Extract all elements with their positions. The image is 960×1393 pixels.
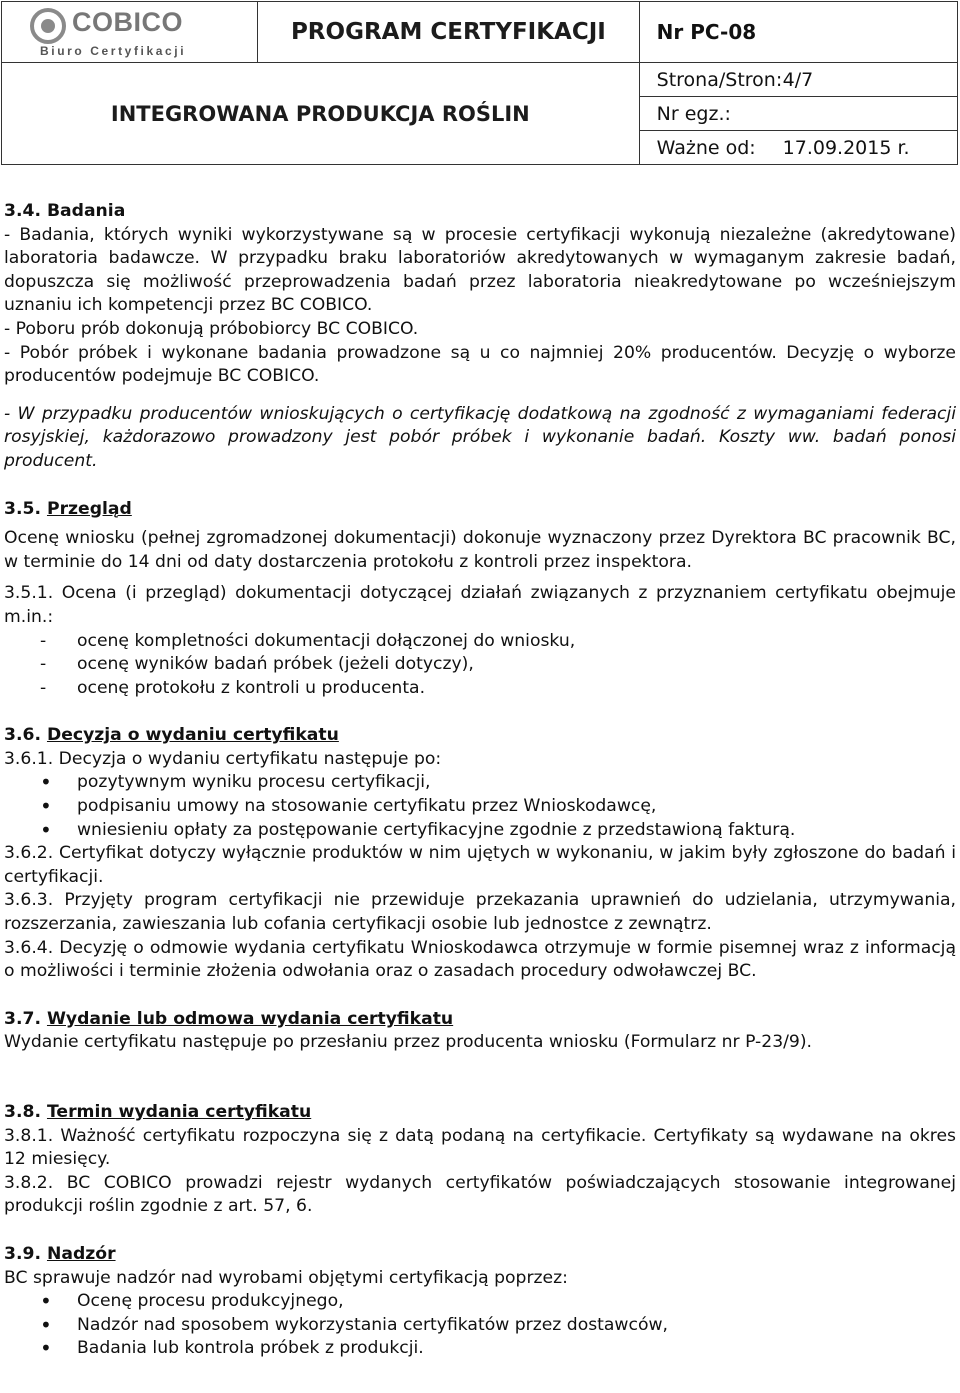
logo-subtitle: Biuro Certyfikacji: [40, 44, 187, 58]
main-title: INTEGROWANA PRODUKCJA ROŚLIN: [2, 63, 640, 165]
section-3-5-title: Przegląd: [46, 498, 132, 519]
section-3-4-p4: - W przypadku producentów wnioskujących o certyfikację dodatkową na zgodność z wymaganiami federacji rosyjskiej, każdorazowo prowadzony jest pobór próbek i wykonanie badań. Koszty ww. badań ponosi producent.: [4, 403, 956, 471]
section-3-8-title: Termin wydania certyfikatu: [46, 1102, 312, 1122]
spacer: [4, 700, 956, 724]
copy-label: Nr egz.:: [656, 102, 731, 125]
spacer: [4, 984, 956, 1008]
section-3-9-heading: [4, 1243, 956, 1267]
section-3-6-p3: 3.6.3. Przyjęty program certyfikacji nie przewiduje przekazania uprawnień do udzielania, utrzymywania, rozszerzania, zawieszania lub cofania certyfikacji osobie lub jednostce z zewnątrz.: [4, 890, 956, 935]
page-value: 4/7: [782, 68, 814, 91]
section-3-8-p2: 3.8.2. BC COBICO prowadzi rejestr wydanych certyfikatów poświadczających stosowanie integrowanej produkcji roślin zgodnie z art. 57, 6.: [4, 1172, 956, 1217]
section-3-7-heading: [4, 1008, 956, 1032]
page-info: [639, 63, 957, 97]
section-3-6-list: [4, 771, 956, 842]
section-3-9-num: 3.9.: [4, 1243, 41, 1264]
section-3-5-heading: [4, 498, 956, 522]
list-item: • Badania lub kontrola próbek z produkcji.: [4, 1337, 956, 1361]
header-table: [1, 1, 958, 165]
section-3-7-p1: Wydanie certyfikatu następuje po przesłaniu przez producenta wniosku (Formularz nr P-23/9).: [4, 1032, 813, 1053]
section-3-4-p2: - Poboru prób dokonują próbobiorcy BC COBICO.: [4, 318, 419, 339]
list-item: • pozytywnym wyniku procesu certyfikacji,: [4, 771, 956, 795]
section-3-6-num: 3.6.: [4, 725, 41, 746]
valid-info: [639, 131, 957, 165]
section-3-6-heading: [4, 724, 956, 748]
section-3-9-list: [4, 1290, 956, 1361]
spacer: [4, 474, 956, 498]
list-item: • podpisaniu umowy na stosowanie certyfikatu przez Wnioskodawcę,: [4, 795, 956, 819]
section-3-4-heading: 3.4. Badania: [4, 201, 126, 221]
document-number: Nr PC-08: [639, 2, 957, 63]
section-3-9-p1: BC sprawuje nadzór nad wyrobami objętymi certyfikacją poprzez:: [4, 1267, 568, 1288]
copy-info: [639, 97, 957, 131]
section-3-9-title: Nadzór: [46, 1243, 116, 1264]
spacer: [4, 1219, 956, 1243]
logo-mark-icon: [30, 8, 66, 44]
program-title: PROGRAM CERTYFIKACJI: [258, 2, 640, 63]
section-3-8-heading: [4, 1101, 956, 1125]
cobico-logo: [2, 2, 257, 62]
section-3-7-title: Wydanie lub odmowa wydania certyfikatu: [46, 1008, 454, 1029]
valid-label: Ważne od:: [656, 136, 756, 159]
section-3-8-num: 3.8.: [4, 1102, 41, 1122]
section-3-6-p4: 3.6.4. Decyzję o odmowie wydania certyfikatu Wnioskodawca otrzymuje w formie pisemnej wraz z informacją o możliwości i terminie złożenia odwołania oraz o zasadach procedury odwoławczej BC.: [4, 937, 956, 982]
logo-cell: [2, 2, 258, 63]
section-3-8-p1: 3.8.1. Ważność certyfikatu rozpoczyna się z datą podaną na certyfikacie. Certyfikaty są wydawane na okres 12 miesięcy.: [4, 1125, 956, 1170]
section-3-5-num: 3.5.: [4, 498, 41, 519]
list-item: - ocenę protokołu z kontroli u producenta.: [4, 677, 956, 701]
section-3-5-p1: Ocenę wniosku (pełnej zgromadzonej dokumentacji) dokonuje wyznaczony przez Dyrektora BC pracownik BC, w terminie do 14 dni od daty dostarczenia protokołu z kontroli przez inspektora.: [4, 528, 956, 572]
document-header: [0, 0, 960, 160]
section-3-4-p1: - Badania, których wyniki wykorzystywane są w procesie certyfikacji wykonują niezależne (akredytowane) laboratoria badawcze. W przypadku braku laboratoriów akredytowanych w wymaganym zakresie badań, dopuszcza się możliwość przeprowadzenia badań przez laboratoria nieakredytowane po wcześniejszym uznaniu ich kompetencji przez BC COBICO.: [4, 224, 956, 316]
section-3-4-p3: - Pobór próbek i wykonane badania prowadzone są u co najmniej 20% producentów. Decyzję o wyborze producentów podejmuje BC COBICO.: [4, 342, 956, 387]
section-3-6-p2: 3.6.2. Certyfikat dotyczy wyłącznie produktów w nim ujętych w wykonaniu, w jakim były zgłoszone do badań i certyfikacji.: [4, 843, 956, 887]
list-item: - ocenę wyników badań próbek (jeżeli dotyczy),: [4, 653, 956, 677]
section-3-5-list: [4, 630, 956, 701]
list-item: • Nadzór nad sposobem wykorzystania certyfikatów przez dostawców,: [4, 1314, 956, 1338]
section-3-6-p1: 3.6.1. Decyzja o wydaniu certyfikatu następuje po:: [4, 748, 442, 769]
section-3-6-title: Decyzja o wydaniu certyfikatu: [46, 725, 339, 746]
logo-name: COBICO: [72, 7, 183, 37]
valid-value: 17.09.2015 r.: [782, 136, 910, 159]
section-3-5-p2: 3.5.1. Ocena (i przegląd) dokumentacji dotyczącej działań związanych z przyznaniem certyfikatu obejmuje m.in.:: [4, 583, 956, 627]
list-item: - ocenę kompletności dokumentacji dołączonej do wniosku,: [4, 630, 956, 654]
document-body: [4, 200, 956, 1361]
spacer: [4, 389, 956, 403]
list-item: • wniesieniu opłaty za postępowanie certyfikacyjne zgodnie z przedstawioną fakturą.: [4, 819, 956, 843]
section-3-7-num: 3.7.: [4, 1008, 41, 1029]
page-label: Strona/Stron:: [656, 68, 783, 91]
list-item: • Ocenę procesu produkcyjnego,: [4, 1290, 956, 1314]
